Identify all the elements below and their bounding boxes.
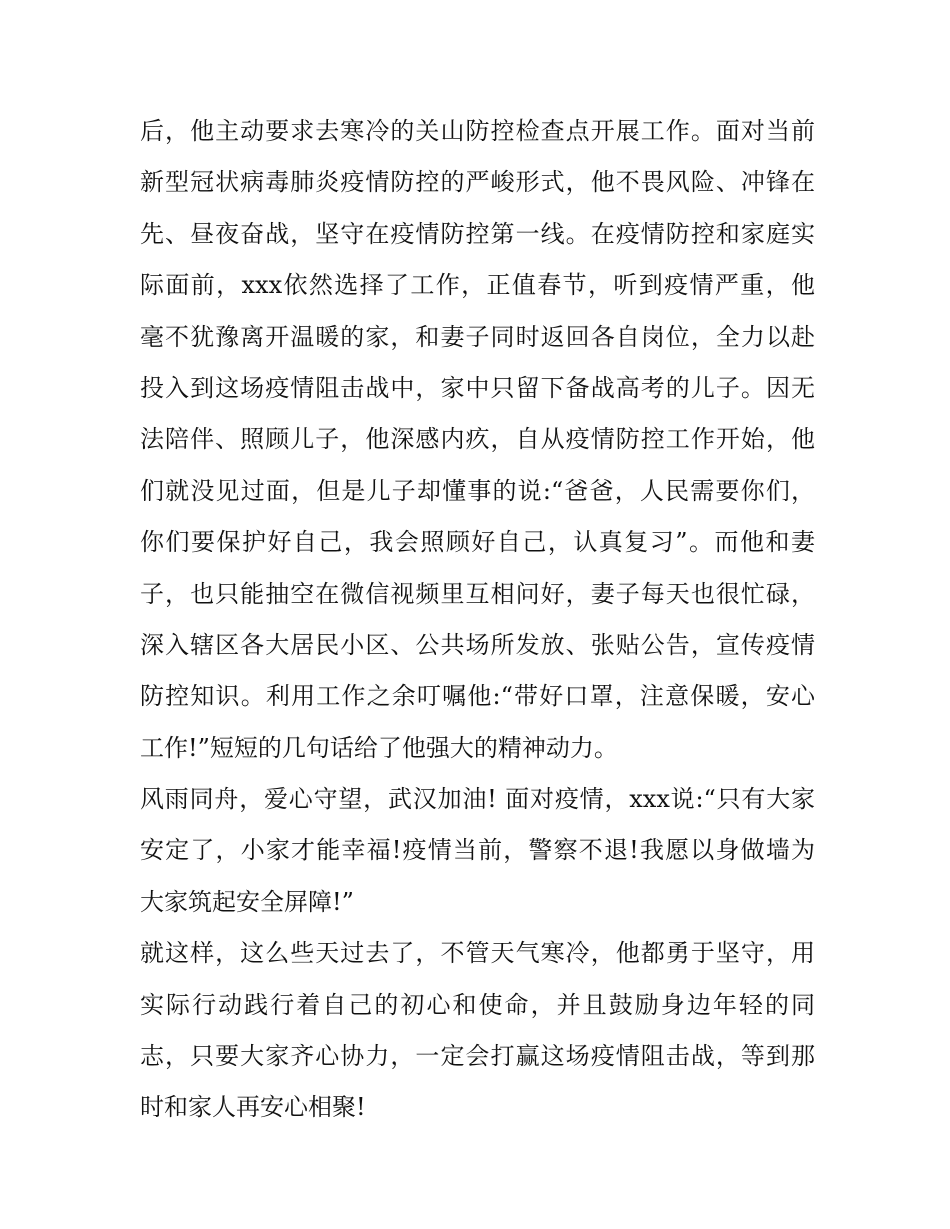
text-line: 你们要保护好自己，我会照顾好自己，认真复习”。而他和妻 bbox=[140, 528, 815, 557]
text-line: 防控知识。利用工作之余叮嘱他:“带好口罩，注意保暖，安心 bbox=[140, 682, 815, 711]
text-line: 后，他主动要求去寒冷的关山防控检查点开展工作。面对当前 bbox=[140, 117, 815, 145]
text-line: 风雨同舟，爱心守望，武汉加油! 面对疫情，xxx说:“只有大家 bbox=[140, 785, 815, 814]
text-line: 实际行动践行着自己的初心和使命，并且鼓励身边年轻的同 bbox=[140, 990, 815, 1019]
text-line: 法陪伴、照顾儿子，他深感内疚，自从疫情防控工作开始，他 bbox=[140, 425, 815, 454]
paragraph-2 bbox=[140, 774, 815, 928]
text-line: 们就没见过面，但是儿子却懂事的说:“爸爸，人民需要你们， bbox=[140, 476, 815, 505]
text-line: 安定了，小家才能幸福!疫情当前，警察不退!我愿以身做墙为 bbox=[140, 836, 815, 865]
paragraph-1 bbox=[140, 106, 815, 774]
text-line: 新型冠状病毒肺炎疫情防控的严峻形式，他不畏风险、冲锋在 bbox=[140, 168, 815, 197]
text-line: 志，只要大家齐心协力，一定会打赢这场疫情阻击战，等到那 bbox=[140, 1042, 815, 1071]
text-line: 子，也只能抽空在微信视频里互相问好，妻子每天也很忙碌， bbox=[140, 579, 815, 608]
text-line: 先、昼夜奋战，坚守在疫情防控第一线。在疫情防控和家庭实 bbox=[140, 219, 815, 248]
text-line: 深入辖区各大居民小区、公共场所发放、张贴公告，宣传疫情 bbox=[140, 630, 815, 659]
text-line: 际面前，xxx依然选择了工作，正值春节，听到疫情严重，他 bbox=[140, 271, 815, 300]
text-line: 大家筑起安全屏障!” bbox=[140, 887, 354, 916]
text-line: 工作!”短短的几句话给了他强大的精神动力。 bbox=[140, 733, 618, 762]
text-line: 时和家人再安心相聚! bbox=[140, 1093, 366, 1122]
paragraph-3 bbox=[140, 928, 815, 1134]
text-line: 投入到这场疫情阻击战中，家中只留下备战高考的儿子。因无 bbox=[140, 373, 815, 402]
text-line: 毫不犹豫离开温暖的家，和妻子同时返回各自岗位，全力以赴 bbox=[140, 322, 815, 351]
text-line: 就这样，这么些天过去了，不管天气寒冷，他都勇于坚守，用 bbox=[140, 939, 815, 968]
body-text bbox=[140, 106, 815, 1134]
